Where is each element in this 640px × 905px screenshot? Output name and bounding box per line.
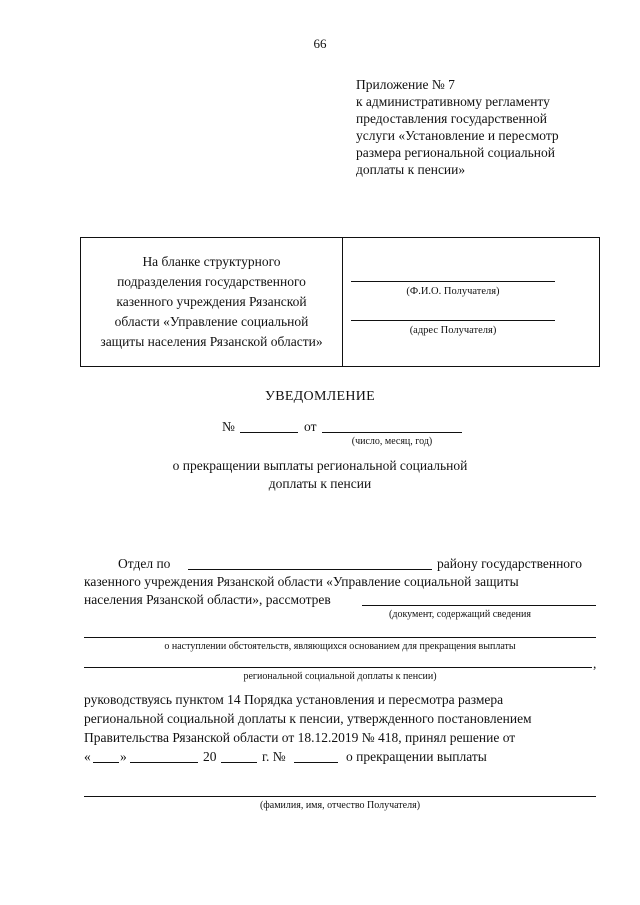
number-label: № [222, 419, 235, 434]
decision-day-field[interactable] [93, 762, 119, 763]
header-table [80, 237, 600, 367]
supplement-field[interactable] [84, 667, 592, 668]
comma: , [593, 656, 597, 671]
open-quote: « [84, 749, 91, 764]
decision-year-field[interactable] [221, 762, 257, 763]
recipient-name-line[interactable] [351, 281, 555, 282]
recipient-address-caption: (адрес Получателя) [409, 325, 497, 336]
document-field[interactable] [362, 605, 596, 606]
body-line: региональной социальной доплаты к пенсии, утвержденного постановлением [84, 711, 532, 726]
notice-number-field[interactable] [240, 432, 298, 433]
supplement-caption: региональной социальной доплаты к пенсии) [243, 671, 437, 682]
decision-text: о прекращении выплаты [346, 749, 487, 764]
fio-field[interactable] [84, 796, 596, 797]
from-label: от [304, 419, 317, 434]
letterhead-line: На бланке структурного [142, 254, 281, 269]
appendix-header [356, 76, 616, 178]
subject-line: о прекращении выплаты региональной социальной [172, 458, 468, 473]
body-line: казенного учреждения Рязанской области «Управление социальной защиты [84, 574, 519, 589]
letterhead-cell [81, 238, 343, 366]
appendix-line: предоставления государственной [356, 111, 547, 126]
close-quote: » [120, 749, 127, 764]
fio-caption: (фамилия, имя, отчество Получателя) [259, 800, 421, 811]
department-suffix: району государственного [437, 556, 583, 571]
letterhead-line: казенного учреждения Рязанской [116, 294, 307, 309]
department-prefix: Отдел по [118, 556, 171, 571]
appendix-line: размера региональной социальной [356, 145, 555, 160]
year-suffix: г. № [262, 749, 286, 764]
body-line: населения Рязанской области», рассмотрев [84, 592, 331, 607]
decision-number-field[interactable] [294, 762, 338, 763]
circumstance-caption: о наступлении обстоятельств, являющихся основанием для прекращения выплаты [164, 641, 516, 652]
recipient-name-caption: (Ф.И.О. Получателя) [406, 286, 500, 297]
circumstance-field[interactable] [84, 637, 596, 638]
appendix-line: доплаты к пенсии» [356, 162, 466, 177]
letterhead-line: области «Управление социальной [114, 314, 309, 329]
year-prefix: 20 [203, 749, 217, 764]
appendix-line: к административному регламенту [356, 94, 550, 109]
body-line: Правительства Рязанской области от 18.12.2019 № 418, принял решение от [84, 730, 516, 745]
document-caption: (документ, содержащий сведения [389, 609, 531, 620]
decision-month-field[interactable] [130, 762, 198, 763]
body-line: руководствуясь пунктом 14 Порядка установления и пересмотра размера [84, 692, 504, 707]
page-number: 66 [313, 36, 327, 51]
notice-date-field[interactable] [322, 432, 462, 433]
letterhead-line: подразделения государственного [117, 274, 306, 289]
appendix-line: Приложение № 7 [356, 77, 455, 92]
subject-line: доплаты к пенсии [268, 476, 372, 491]
date-caption: (число, месяц, год) [351, 436, 433, 447]
district-field[interactable] [188, 569, 432, 570]
appendix-line: услуги «Установление и пересмотр [356, 128, 559, 143]
recipient-address-line[interactable] [351, 320, 555, 321]
document-title: УВЕДОМЛЕНИЕ [264, 389, 376, 404]
letterhead-line: защиты населения Рязанской области» [100, 334, 323, 349]
